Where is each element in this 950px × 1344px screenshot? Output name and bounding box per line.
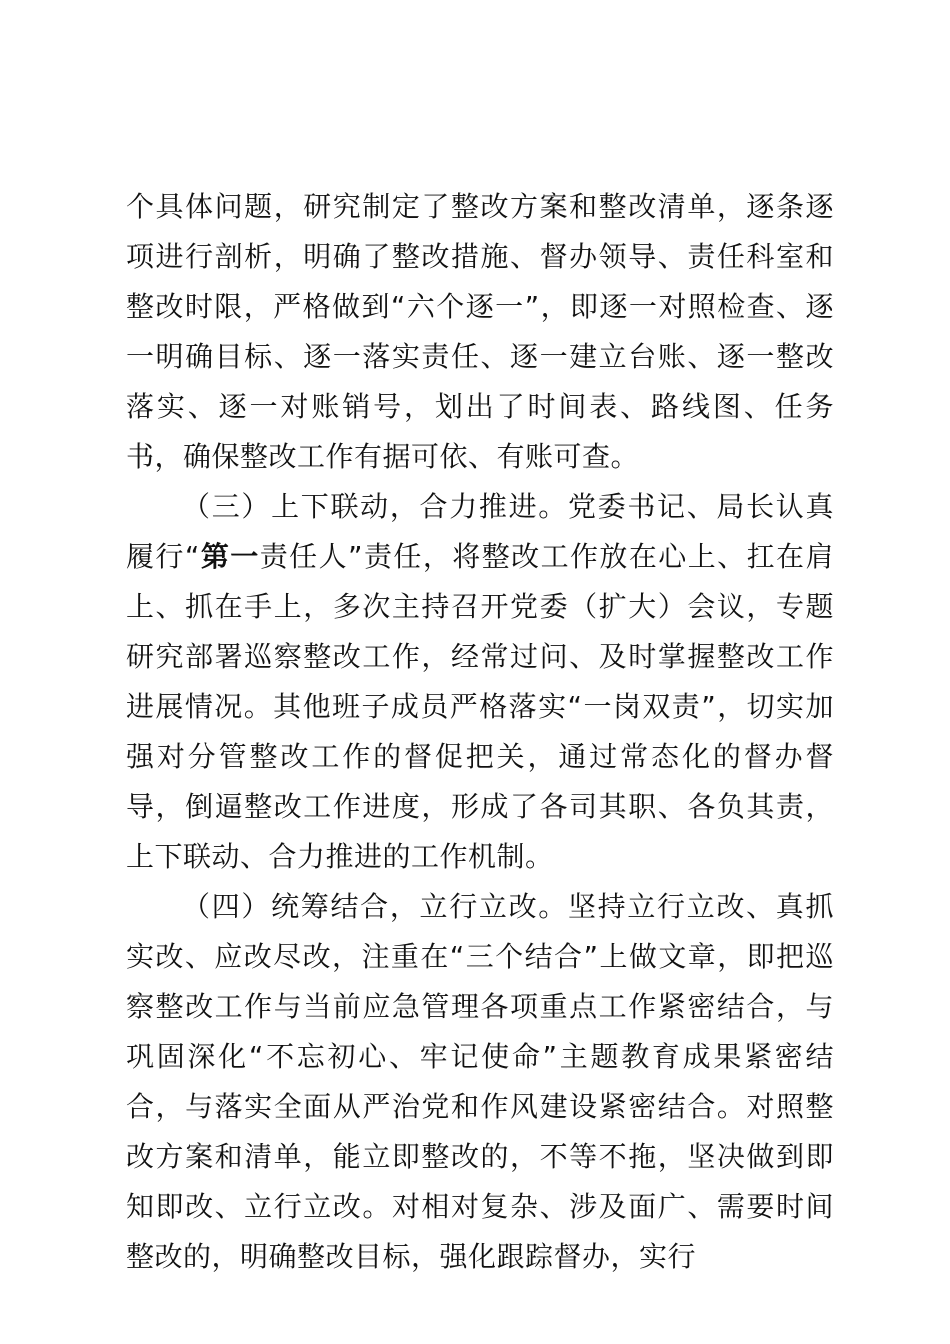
paragraph-section-three: [126, 482, 834, 882]
paragraph-text: （三）上下联动，合力推进。党委书记、局长认真履行“: [126, 490, 834, 573]
paragraph-text: 责任人”责任，将整改工作放在心上、扛在肩上、抓在手上，多次主持召开党委（扩大）会议，专题研究部署巡察整改工作，经常过问、及时掌握整改工作进展情况。其他班子成员严格落实“一岗双责”，切实加强对分管整改工作的督促把关，通过常态化的督办督导，倒逼整改工作进度，形成了各司其职、各负其责，上下联动、合力推进的工作机制。: [126, 540, 834, 873]
document-body: [126, 182, 834, 1282]
bold-emphasis: 第一: [199, 540, 260, 573]
paragraph-continued: 个具体问题，研究制定了整改方案和整改清单，逐条逐项进行剖析，明确了整改措施、督办领导、责任科室和整改时限，严格做到“六个逐一”，即逐一对照检查、逐一明确目标、逐一落实责任、逐一建立台账、逐一整改落实、逐一对账销号，划出了时间表、路线图、任务书，确保整改工作有据可依、有账可查。: [126, 190, 834, 473]
paragraph-section-four: （四）统筹结合，立行立改。坚持立行立改、真抓实改、应改尽改，注重在“三个结合”上做文章，即把巡察整改工作与当前应急管理各项重点工作紧密结合，与巩固深化“不忘初心、牢记使命”主题教育成果紧密结合，与落实全面从严治党和作风建设紧密结合。对照整改方案和清单，能立即整改的，不等不拖，坚决做到即知即改、立行立改。对相对复杂、涉及面广、需要时间整改的，明确整改目标，强化跟踪督办，实行: [126, 890, 834, 1273]
